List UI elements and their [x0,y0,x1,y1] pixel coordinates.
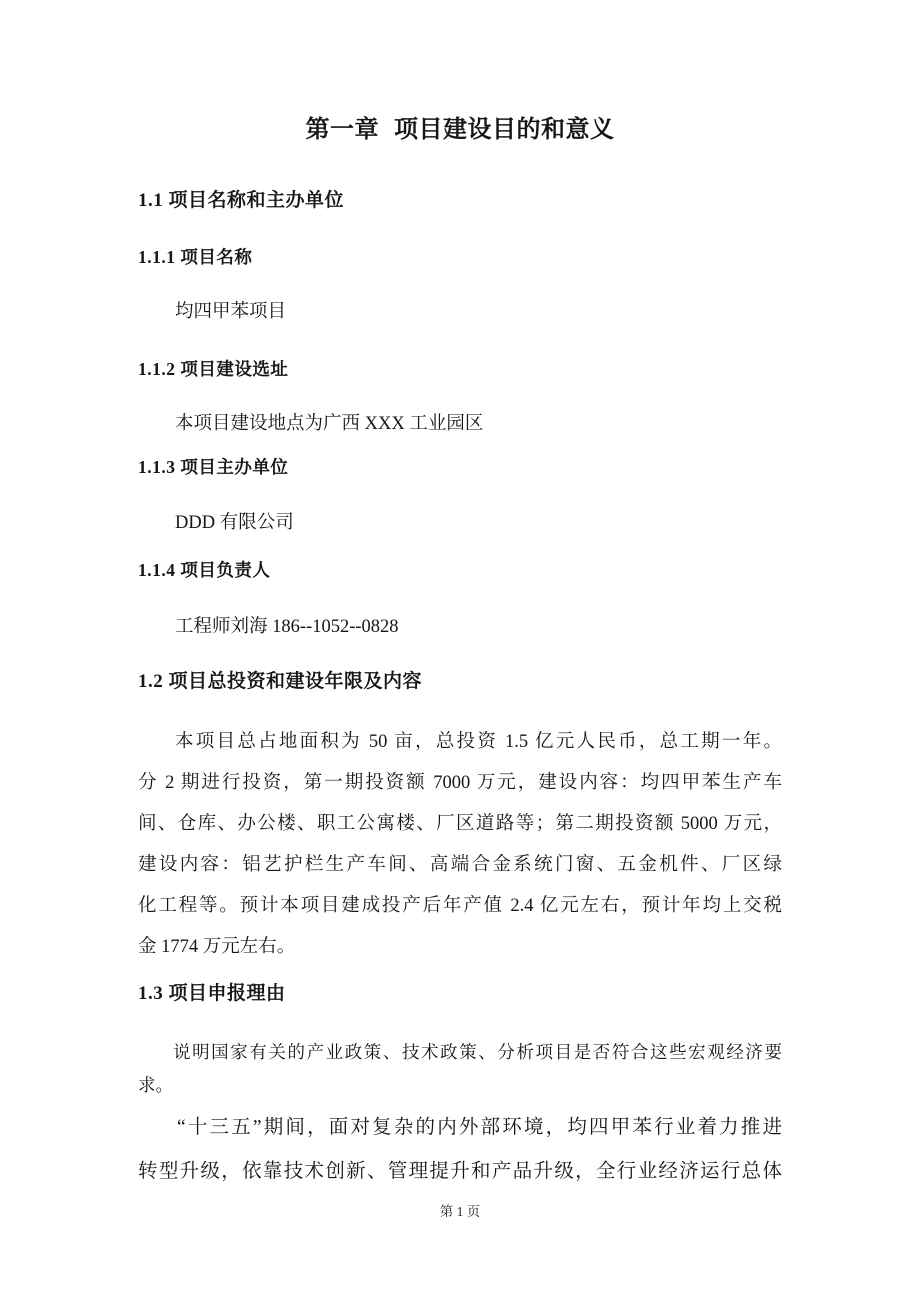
paragraph-line: 分 2 期进行投资，第一期投资额 7000 万元，建设内容：均四甲苯生产车 [138,773,782,793]
paragraph-line: 建设内容：铝艺护栏生产车间、高端合金系统门窗、五金机件、厂区绿 [138,855,782,875]
paragraph-line: “十三五”期间，面对复杂的内外部环境，均四甲苯行业着力推进 [177,1117,782,1138]
project-location-text: 本项目建设地点为广西 XXX 工业园区 [175,414,484,434]
paragraph-line: 化工程等。预计本项目建成投产后年产值 2.4 亿元左右，预计年均上交税 [138,896,782,916]
project-owner-text: DDD 有限公司 [175,513,294,533]
project-name-text: 均四甲苯项目 [175,302,287,322]
subsection-heading-1-1-1: 1.1.1 项目名称 [138,247,253,267]
page-number: 第 1 页 [439,1204,481,1219]
subsection-heading-1-1-2: 1.1.2 项目建设选址 [138,359,289,379]
policy-paragraph [138,1036,782,1102]
paragraph-line: 金 1774 万元左右。 [138,937,296,957]
paragraph-line: 间、仓库、办公楼、职工公寓楼、厂区道路等；第二期投资额 5000 万元， [138,814,782,834]
paragraph-line: 转型升级，依靠技术创新、管理提升和产品升级，全行业经济运行总体 [138,1161,782,1182]
chapter-title: 第一章 项目建设目的和意义 [305,117,615,143]
project-manager-text: 工程师刘海 186--1052--0828 [175,617,399,637]
subsection-heading-1-1-3: 1.1.3 项目主办单位 [138,457,289,477]
section-heading-1-2: 1.2 项目总投资和建设年限及内容 [138,671,423,692]
paragraph-line: 说明国家有关的产业政策、技术政策、分析项目是否符合这些宏观经济要 [173,1042,782,1062]
subsection-heading-1-1-4: 1.1.4 项目负责人 [138,560,271,580]
industry-paragraph [138,1106,782,1194]
paragraph-line: 求。 [138,1075,173,1095]
section-heading-1-3: 1.3 项目申报理由 [138,983,286,1004]
investment-paragraph [138,722,782,968]
section-heading-1-1: 1.1 项目名称和主办单位 [138,190,345,211]
paragraph-line: 本项目总占地面积为 50 亩，总投资 1.5 亿元人民币，总工期一年。 [175,732,782,752]
